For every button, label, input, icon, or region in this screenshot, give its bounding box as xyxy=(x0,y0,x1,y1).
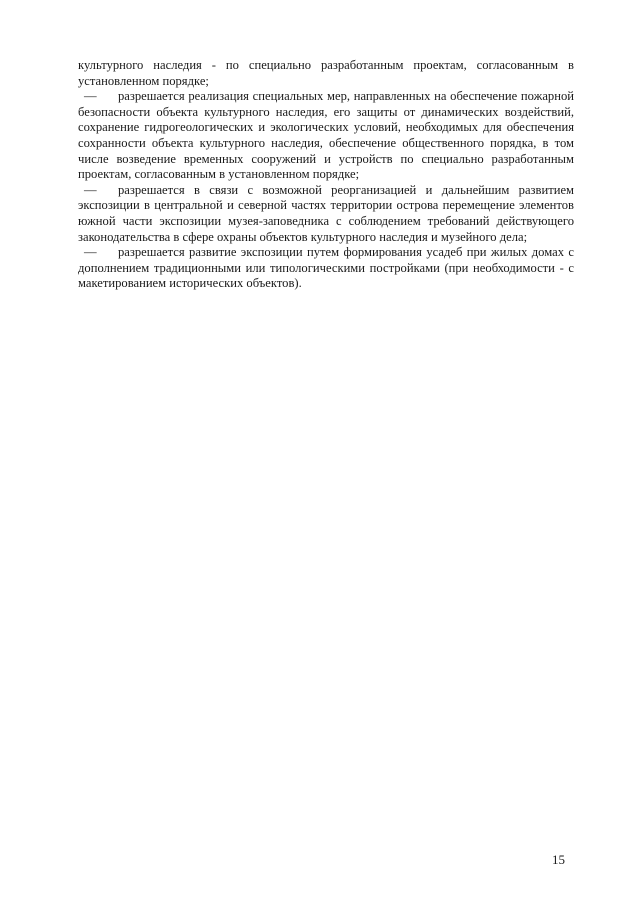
list-dash: — xyxy=(84,182,97,197)
paragraph-estates-development xyxy=(78,245,574,292)
list-dash: — xyxy=(84,89,97,104)
paragraph-text: культурного наследия - по специально разработанным проектам, согласованным в установленном порядке; xyxy=(78,58,574,88)
list-dash: — xyxy=(84,245,97,260)
page-number: 15 xyxy=(552,852,565,867)
paragraph-text: разрешается в связи с возможной реорганизацией и дальнейшим развитием экспозиции в центральной и северной частях территории острова перемещение элементов южной части экспозиции музея-заповедника с соблюдением требований действующего законодательства в сфере охраны объектов культурного наследия и музейного дела; xyxy=(78,182,574,244)
paragraph-text: разрешается развитие экспозиции путем формирования усадеб при жилых домах с дополнением традиционными или типологическими постройками (при необходимости - с макетированием исторических объектов). xyxy=(78,245,574,291)
paragraph-fire-safety xyxy=(78,89,574,183)
paragraph-exposition-relocation xyxy=(78,183,574,245)
paragraph-continuation xyxy=(78,58,574,89)
body-text xyxy=(78,58,574,292)
paragraph-text: разрешается реализация специальных мер, направленных на обеспечение пожарной безопасности объекта культурного наследия, его защиты от динамических воздействий, сохранение гидрогеологических и экологических условий, необходимых для обеспечения сохранности объекта культурного наследия, обеспечение общественного порядка, в том числе возведение временных сооружений и устройств по специально разработанным проектам, согласованным в установленном порядке; xyxy=(78,89,574,182)
